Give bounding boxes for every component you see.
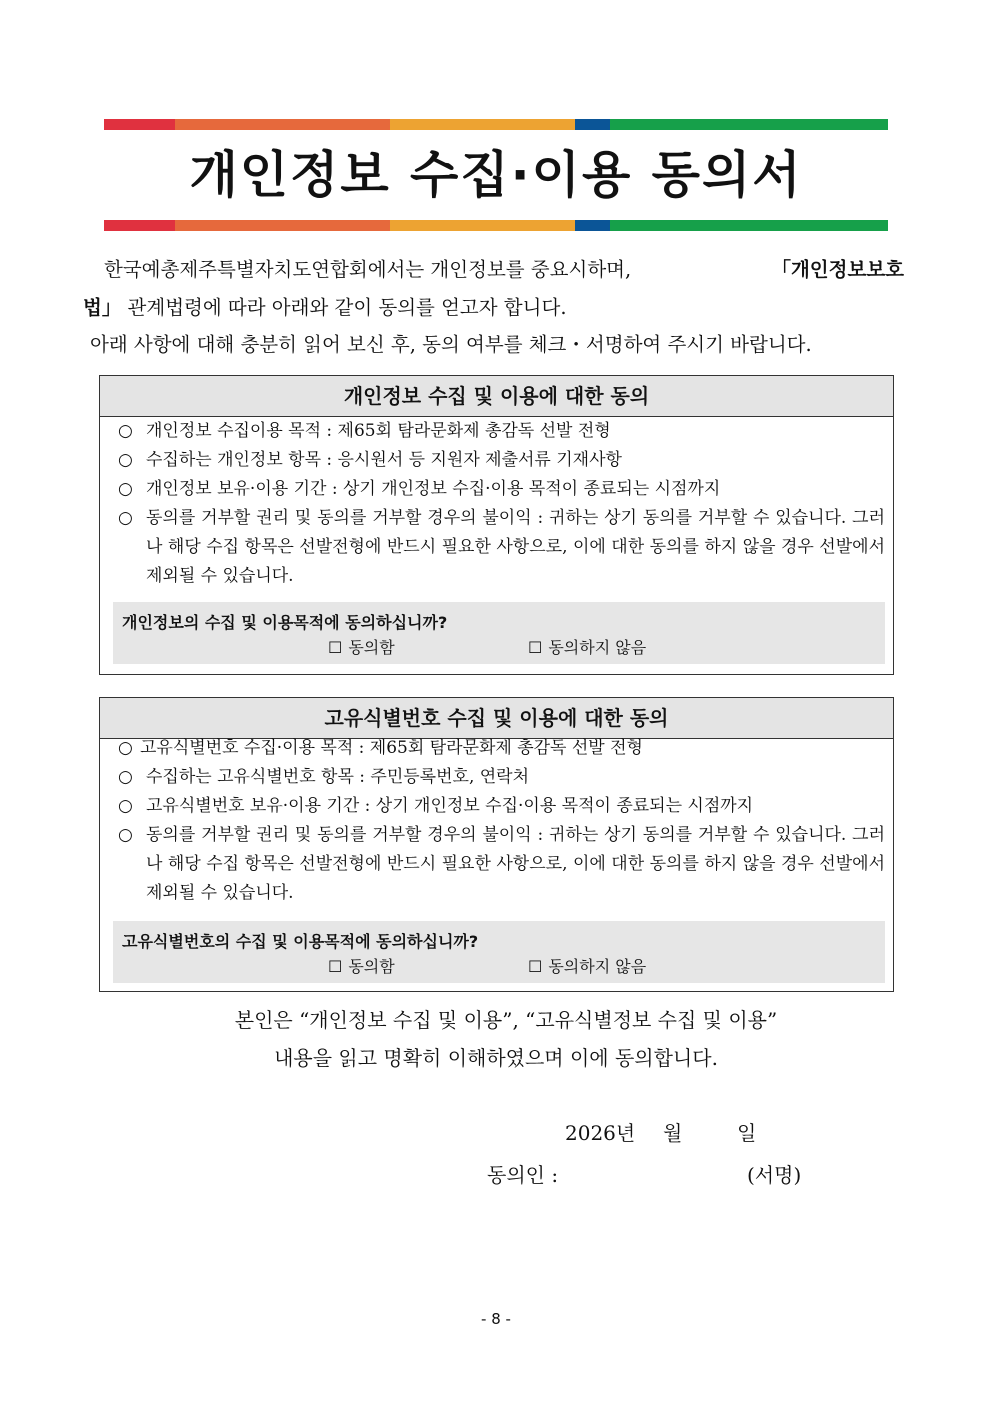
date-day: 일 [737,1121,757,1145]
disagree-label: 동의하지 않음 [548,957,647,976]
list-item [118,446,885,475]
checkbox-icon[interactable]: ☐ [328,638,343,657]
item-text: 고유식별번호 보유·이용 기간 : 상기 개인정보 수집·이용 목적이 종료되는 시점까지 [146,796,754,816]
circle-bullet-icon: ○ [118,479,133,499]
section-heading: 고유식별번호 수집 및 이용에 대한 동의 [100,698,893,739]
consent-items [100,734,893,908]
signer-label: 동의인 : [487,1163,559,1187]
item-text: 수집하는 고유식별번호 항목 : 주민등록번호, 연락처 [146,767,530,787]
bottom-color-bar [104,220,888,231]
bar-segment [575,119,610,130]
list-item [118,504,885,591]
intro-text: 한국예총제주특별자치도연합회에서는 개인정보를 중요시하며, [104,258,632,281]
intro-text: 아래 사항에 대해 충분히 읽어 보신 후, 동의 여부를 체크・서명하여 주시기 바랍니다. [90,333,812,356]
date-year: 2026년 [565,1121,636,1145]
intro-line-1 [104,257,904,283]
consent-items [100,417,893,591]
bar-segment [104,220,175,231]
circle-bullet-icon: ○ [118,421,133,441]
bar-segment [104,119,175,130]
bar-segment [610,119,888,130]
item-text: 수집하는 개인정보 항목 : 응시원서 등 지원자 제출서류 기재사항 [146,450,622,470]
disagree-option[interactable] [528,635,646,658]
consent-question: 고유식별번호의 수집 및 이용목적에 동의하십니까? [122,932,479,951]
item-text: 고유식별번호 수집·이용 목적 : 제65회 탐라문화제 총감독 선발 전형 [140,738,643,758]
bar-segment [575,220,610,231]
bar-segment [390,119,575,130]
disagree-label: 동의하지 않음 [548,638,647,657]
checkbox-icon[interactable]: ☐ [528,638,543,657]
list-item [118,792,885,821]
checkbox-icon[interactable]: ☐ [528,957,543,976]
circle-bullet-icon: ○ [118,767,133,787]
statement-line-1: 본인은 “개인정보 수집 및 이용”, “고유식별정보 수집 및 이용” [234,1008,778,1032]
circle-bullet-icon: ○ [118,796,133,816]
consent-question: 개인정보의 수집 및 이용목적에 동의하십니까? [122,613,448,632]
agree-label: 동의함 [348,957,395,976]
item-text: 동의를 거부할 권리 및 동의를 거부할 경우의 불이익 : 귀하는 상기 동의를 거부할 수 있습니다. 그러나 해당 수집 항목은 선발전형에 반드시 필요한 사항으로, 이에 대한 동의를 하지 않을 경우 선발에서 제외될 수 있습니다. [146,508,885,586]
law-name-end: 법」 [83,296,122,319]
consent-question-box [113,602,885,664]
consent-question-box [113,921,885,983]
law-name: 「개인정보보호 [771,258,904,281]
signature-field[interactable]: (서명) [747,1163,802,1187]
page-number: - 8 - [481,1310,511,1328]
item-text: 개인정보 수집이용 목적 : 제65회 탐라문화제 총감독 선발 전형 [146,421,611,441]
list-item [118,734,885,763]
agree-option[interactable] [328,635,395,658]
section-heading: 개인정보 수집 및 이용에 대한 동의 [100,376,893,417]
bar-segment [390,220,575,231]
list-item [118,417,885,446]
circle-bullet-icon: ○ [118,738,133,758]
item-text: 개인정보 보유·이용 기간 : 상기 개인정보 수집·이용 목적이 종료되는 시점까지 [146,479,721,499]
top-color-bar [104,119,888,130]
list-item [118,821,885,908]
intro-text: 관계법령에 따라 아래와 같이 동의를 얻고자 합니다. [127,296,567,319]
item-text: 동의를 거부할 권리 및 동의를 거부할 경우의 불이익 : 귀하는 상기 동의를 거부할 수 있습니다. 그러나 해당 수집 항목은 선발전형에 반드시 필요한 사항으로, 이에 대한 동의를 하지 않을 경우 선발에서 제외될 수 있습니다. [146,825,885,903]
date-month: 월 [663,1121,683,1145]
bar-segment [175,119,390,130]
list-item [118,475,885,504]
agree-label: 동의함 [348,638,395,657]
circle-bullet-icon: ○ [118,450,133,470]
unique-id-consent-box [99,697,894,992]
bar-segment [610,220,888,231]
page-title: 개인정보 수집·이용 동의서 [189,146,803,204]
personal-info-consent-box [99,375,894,675]
checkbox-icon[interactable]: ☐ [328,957,343,976]
list-item [118,763,885,792]
intro-line-2 [83,295,903,321]
disagree-option[interactable] [528,954,646,977]
circle-bullet-icon: ○ [118,508,133,528]
statement-line-2: 내용을 읽고 명확히 이해하였으며 이에 동의합니다. [274,1046,718,1070]
intro-line-3 [90,332,910,358]
circle-bullet-icon: ○ [118,825,133,845]
agree-option[interactable] [328,954,395,977]
bar-segment [175,220,390,231]
